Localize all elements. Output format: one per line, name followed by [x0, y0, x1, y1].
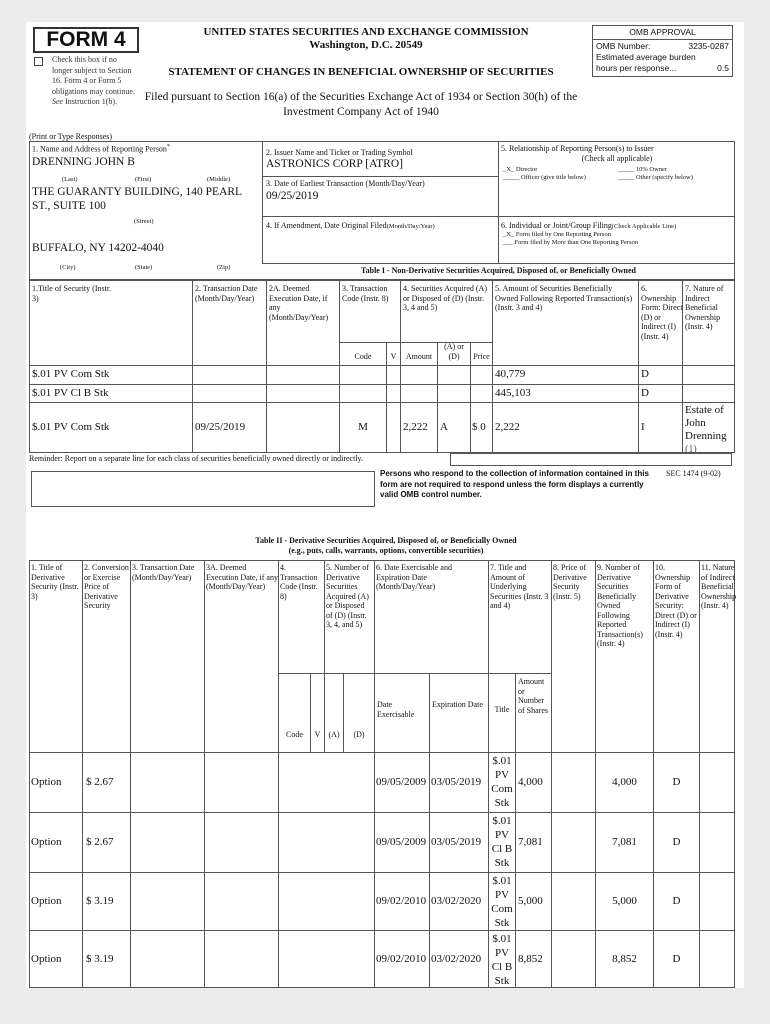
director-option: _X_ Director: [503, 166, 538, 173]
t2-r2-underlying: $.01 PV Cl B Stk: [491, 815, 513, 869]
t2-h4: 4. Transaction Code (Instr. 8): [280, 563, 318, 601]
t2-sub-exercisable: Date Exercisable: [377, 700, 415, 719]
box4-label: 4. If Amendment, Date Original Filed(Month/Day/Year): [266, 221, 435, 230]
burden-label: Estimated average burden: [596, 52, 696, 62]
t1-sub-aord: (A) or (D): [444, 342, 464, 361]
hours-label: hours per response...: [596, 62, 677, 73]
box6-label: 6. Individual or Joint/Group Filing(Check Applicable Line): [501, 221, 677, 230]
t2-r3-title: Option: [31, 895, 62, 907]
t1-r3-price: $ 0: [472, 421, 486, 433]
earliest-transaction-date: 09/25/2019: [266, 190, 319, 202]
t1-sub-amount: Amount: [405, 352, 433, 361]
t2-r3-expiration: 03/02/2020: [431, 895, 482, 907]
t2-sub-title: Title: [494, 705, 510, 714]
t1-h5: 5. Amount of Securities Beneficially Owned Following Reported Transaction(s) (Instr. 3 and 4): [495, 284, 633, 312]
t2-h2: 2. Conversion or Exercise Price of Derivative Security: [84, 563, 129, 610]
t2-r3-underlying: $.01 PV Com Stk: [491, 875, 513, 929]
t2-r3-form: D: [672, 895, 681, 907]
t2-r4-owned: 8,852: [612, 953, 637, 965]
t2-h7: 7. Title and Amount of Underlying Securities (Instr. 3 and 4): [490, 563, 549, 610]
box3-label: 3. Date of Earliest Transaction (Month/Day/Year): [266, 179, 425, 188]
table1-title: Table I - Non-Derivative Securities Acquired, Disposed of, or Beneficially Owned: [361, 266, 636, 275]
t1-r2-title: $.01 PV Cl B Stk: [32, 387, 109, 399]
t2-sub-amount: Amount or Number of Shares: [518, 677, 548, 715]
t1-r2-form: D: [641, 387, 649, 399]
box1-label: 1. Name and Address of Reporting Person*: [32, 144, 170, 154]
t2-r4-form: D: [672, 953, 681, 965]
agency-name: UNITED STATES SECURITIES AND EXCHANGE COMMISSION Washington, D.C. 20549: [203, 26, 529, 51]
other-option: _____ Other (specify below): [618, 174, 693, 181]
issuer-name: ASTRONICS CORP [ATRO]: [266, 158, 403, 170]
omb-persons-notice: Persons who respond to the collection of information contained in this form are not required to respond unless the form displays a currently valid OMB control number.: [380, 469, 649, 499]
t1-sub-code: Code: [354, 352, 372, 361]
t2-r4-shares: 8,852: [518, 953, 543, 965]
t2-r1-exercisable: 09/05/2009: [376, 776, 427, 788]
filed-pursuant: Filed pursuant to Section 16(a) of the Securities Exchange Act of 1934 or Section 30(h) of the Investment Company Act of 1940: [144, 91, 578, 118]
signature-blank-box: [31, 471, 375, 507]
more-persons-option: ___ Form filed by More than One Reporting Person: [503, 239, 639, 246]
footnote-link[interactable]: (1): [685, 444, 697, 455]
t2-sub-code: Code: [286, 730, 303, 739]
t2-r2-expiration: 03/05/2019: [431, 836, 482, 848]
t1-r3-code: M: [358, 421, 368, 433]
t2-r3-exercisable: 09/02/2010: [376, 895, 427, 907]
check-box-instructions: Check this box if no longer subject to Section 16. Form 4 or Form 5 obligations may continue. See Instruction 1(b).: [52, 55, 135, 106]
omb-number-label: OMB Number:: [596, 40, 651, 51]
t2-r2-shares: 7,081: [518, 836, 543, 848]
t1-r3-title: $.01 PV Com Stk: [32, 421, 110, 433]
t2-sub-v: V: [314, 730, 321, 739]
t2-sub-a: (A): [328, 730, 340, 739]
print-type-note: (Print or Type Responses): [29, 132, 113, 141]
t2-r2-title: Option: [31, 836, 62, 848]
t2-r2-form: D: [672, 836, 681, 848]
t1-sub-v: V: [390, 352, 397, 361]
form-title-box: [33, 27, 139, 53]
t2-r1-shares: 4,000: [518, 776, 543, 788]
t2-r2-owned: 7,081: [612, 836, 637, 848]
t1-h2: 2. Transaction Date (Month/Day/Year): [195, 284, 258, 303]
city-state-zip: BUFFALO, NY 14202-4040: [32, 242, 164, 254]
statement-title: STATEMENT OF CHANGES IN BENEFICIAL OWNERSHIP OF SECURITIES: [168, 66, 554, 78]
t2-h9: 9. Number of Derivative Securities Beneficially Owned Following Reported Transaction(s) (Instr. 4): [597, 563, 643, 648]
t2-h10: 10. Ownership Form of Derivative Security: Direct (D) or Indirect (I) (Instr. 4): [655, 563, 697, 639]
t2-r1-owned: 4,000: [612, 776, 637, 788]
one-person-option: _X_ Form filed by One Reporting Person: [503, 231, 611, 238]
reporting-address: THE GUARANTY BUILDING, 140 PEARL ST., SUITE 100: [32, 186, 242, 212]
t1-r1-title: $.01 PV Com Stk: [32, 368, 110, 380]
t1-h7: 7. Nature of Indirect Beneficial Ownership (Instr. 4): [685, 284, 724, 331]
omb-number: 3235-0287: [688, 40, 729, 51]
reporting-person-name: DRENNING JOHN B: [32, 156, 135, 168]
t1-r3-date: 09/25/2019: [195, 421, 246, 433]
t1-h2a: 2A. Deemed Execution Date, if any (Month/Day/Year): [269, 284, 329, 322]
t1-r2-owned: 445,103: [495, 387, 531, 399]
t2-r3-price: $ 3.19: [86, 895, 114, 907]
form-title: FORM 4: [46, 28, 126, 51]
hours-value: 0.5: [717, 62, 729, 73]
t2-r2-exercisable: 09/05/2009: [376, 836, 427, 848]
t1-r3-nature: Estate of John Drenning (1): [685, 404, 727, 455]
t1-h6: 6. Ownership Form: Direct (D) or Indirect (I) (Instr. 4): [641, 284, 683, 341]
street-label: (Street): [134, 218, 154, 225]
t2-h6: 6. Date Exercisable and Expiration Date (Month/Day/Year): [376, 563, 452, 591]
t2-r4-price: $ 3.19: [86, 953, 114, 965]
t1-h3: 3. Transaction Code (Instr. 8): [342, 284, 389, 303]
t2-r1-underlying: $.01 PV Com Stk: [491, 755, 513, 809]
t2-h11: 11. Nature of Indirect Beneficial Ownership (Instr. 4): [701, 563, 737, 610]
t2-h3: 3. Transaction Date (Month/Day/Year): [132, 563, 195, 582]
t1-r3-form: I: [641, 421, 645, 433]
t1-r1-owned: 40,779: [495, 368, 526, 380]
t2-r3-shares: 5,000: [518, 895, 543, 907]
omb-title: OMB APPROVAL: [593, 26, 732, 40]
t2-r1-price: $ 2.67: [86, 776, 114, 788]
reminder-text: Reminder: Report on a separate line for each class of securities beneficially owned directly or indirectly.: [29, 454, 364, 463]
t2-r3-owned: 5,000: [612, 895, 637, 907]
t1-sub-price: Price: [473, 352, 490, 361]
t2-r4-exercisable: 09/02/2010: [376, 953, 427, 965]
t2-r1-expiration: 03/05/2019: [431, 776, 482, 788]
table2-title: Table II - Derivative Securities Acquired, Disposed of, or Beneficially Owned (e.g., puts, calls, warrants, options, convertible securities): [255, 536, 517, 555]
t2-h5: 5. Number of Derivative Securities Acquired (A) or Disposed of (D) (Instr. 3, 4, and 5): [326, 563, 369, 629]
box2-label: 2. Issuer Name and Ticker or Trading Symbol: [266, 148, 413, 157]
t2-r4-expiration: 03/02/2020: [431, 953, 482, 965]
reminder-line-box: [450, 453, 732, 466]
t2-r4-underlying: $.01 PV Cl B Stk: [491, 933, 513, 987]
form-page: FORM 4 Check this box if no longer subject to Section 16. Form 4 or Form 5 obligations may continue. See Instruction 1(b). UNITED STATES SECURITIES AND EXCHANGE COMMISSION Washington, D.C. 20549 STATEMENT OF CHANGES IN BENEFICIAL OWNERSHIP OF SECURITIES Filed pursuant to Section 16(a) of the Securities Exchange Act of 1934 or Section 30(h) of the Investment Company Act of 1940 OMB APPROVAL OMB Number: 3235-0287 Estimated average burden hours per response... 0.5 (Print or Type Responses) 1. Name and Address of Reporting Person* DRENNING JOHN B (Last) (First) (Middle) THE GUARANTY BUILDING, 140 PEARL ST., SUITE 100 (Street) BUFFALO, NY 14202-4040 2. Issuer Name and Ticker or Trading Symbol ASTRONICS CORP [ATRO] 3. Date of Earliest Transaction (Month/Day/Year) 09/25/2019 4. If Amendment, Date Original Filed(Month/Day/Year) 5. Relationship of Reporting Person(s) to Issuer (Check all applicable) _X_ Director _____ 10% Owner _____ Officer (give title below) _____ Other (specify below) 6. Individual or Joint/Group Filing(Check Applicable Line) _X_ Form filed by One Reporting Person ___ Form filed by More than One Reporting Person (City) (State) (Zip) Table I - Non-Derivative Securities Acquired, Disposed of, or Beneficially Owned 1.Title of Security (Instr. 3) 2. Transaction Date (Month/Day/Year) 2A. Deemed Execution Date, if any (Month/Day/Year) 3. Transaction Code (Instr. 8) 4. Securities Acquired (A) or Disposed of (D) (Instr. 3, 4 and 5) 5. Amount of Securities Beneficially Owned Following Reported Transaction(s) (Instr. 3 and 4) 6. Ownership Form: Direct (D) or Indirect (I) (Instr. 4) 7. Nature of Indirect Beneficial Ownership (Instr. 4) Code V Amount (A) or (D) Price $.01 PV Com Stk 40,779 D $.01 PV Cl B Stk 445,103 D $.01 PV Com Stk 09/25/2019 M 2,222 A $ 0 2,222 I Estate of John Drenning (1) Reminder: Report on a separate line for each class of securities beneficially owned directly or indirectly. Persons who respond to the collection of information contained in this form are not required to respond unless the form displays a currently valid OMB control number. SEC 1474 (9-02) Table II - Derivative Securities Acquired, Disposed of, or Beneficially Owned (e.g., puts, calls, warrants, options, convertible securities) 1. Title of Derivative Security (Instr. 3) 2. Conversion or Exercise Price of Derivative Security 3. Transaction Date (Month/Day/Year) 3A. Deemed Execution Date, if any (Month/Day/Year) 4. Transaction Code (Instr. 8) 5. Number of Derivative Securities Acquired (A) or Disposed of (D) (Instr. 3, 4, and 5) 6. Date Exercisable and Expiration Date (Month/Day/Year) 7. Title and Amount of Underlying Securities (Instr. 3 and 4) 8. Price of Derivative Security (Instr. 5) 9. Number of Derivative Securities Beneficially Owned Following Reported Transaction(s) (Instr. 4) 10. Ownership Form of Derivative Security: Direct (D) or Indirect (I) (Instr. 4) 11. Nature of Indirect Beneficial Ownership (Instr. 4) Code V (A) (D) Date Exercisable Expiration Date Title Amount or Number of Shares Option $ 2.67 09/05/2009 03/05/2019 $.01 PV Com Stk 4,000 4,000 D Option $ 2.67 09/05/2009 03/05/2019 $.01 PV Cl B Stk 7,081 7,081 D Option $ 3.19 09/02/2010 03/02/2020 $.01 PV Com Stk 5,000 5,000 D Option $ 3.19 09/02/2010 03/02/2020 $.01 PV Cl B Stk 8,852 8,852 D: [26, 22, 744, 988]
t2-sub-expiration: Expiration Date: [432, 700, 483, 709]
t1-r3-aord: A: [440, 421, 448, 433]
t2-r1-title: Option: [31, 776, 62, 788]
t2-h8: 8. Price of Derivative Security (Instr. 5): [553, 563, 587, 601]
t1-h4: 4. Securities Acquired (A) or Disposed of (D) (Instr. 3, 4 and 5): [403, 284, 487, 312]
t1-h1: 1.Title of Security (Instr. 3): [32, 284, 112, 303]
box5-label: 5. Relationship of Reporting Person(s) to Issuer (Check all applicable): [501, 144, 654, 163]
sec-code: SEC 1474 (9-02): [666, 469, 721, 478]
t2-h3a: 3A. Deemed Execution Date, if any (Month/Day/Year): [206, 563, 278, 591]
officer-option: _____ Officer (give title below): [503, 174, 586, 181]
no-longer-subject-checkbox[interactable]: [34, 57, 43, 66]
t2-sub-d: (D): [353, 730, 365, 739]
t2-r2-price: $ 2.67: [86, 836, 114, 848]
t2-h1: 1. Title of Derivative Security (Instr. 3): [31, 563, 79, 601]
ten-percent-owner-option: _____ 10% Owner: [618, 166, 668, 173]
t1-r3-amount: 2,222: [403, 421, 428, 433]
t2-r1-form: D: [672, 776, 681, 788]
t2-r4-title: Option: [31, 953, 62, 965]
t1-r1-form: D: [641, 368, 649, 380]
omb-approval-box: [592, 25, 733, 77]
t1-r3-owned: 2,222: [495, 421, 520, 433]
